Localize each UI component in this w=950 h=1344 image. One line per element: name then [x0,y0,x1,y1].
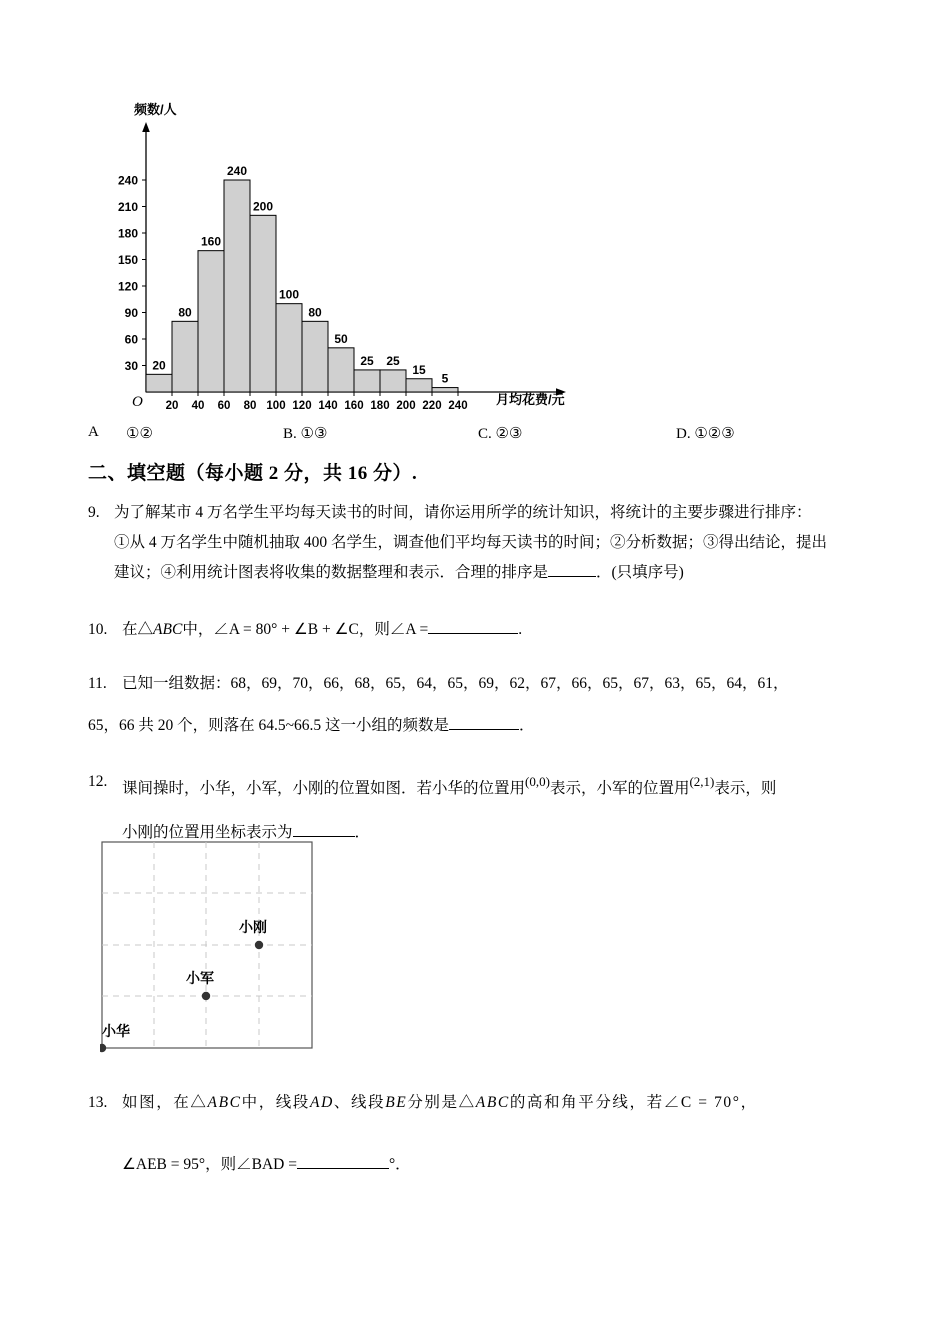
q11-answer-blank[interactable] [449,714,519,730]
q9-line-1: 为了解某市 4 万名学生平均每天读书的时间，请你运用所学的统计知识，将统计的主要步骤进行排序： [114,504,812,521]
label-xiaojun: 小军 [186,970,214,986]
q12-coordinate-1: (0,0) [525,774,550,789]
q13-abc-2: ABC [475,1094,510,1111]
svg-text:150: 150 [117,253,138,267]
svg-text:160: 160 [200,234,222,249]
q13-angle-c: ∠C = 70° [663,1094,741,1111]
svg-text:25: 25 [386,353,400,368]
q9-answer-blank[interactable] [548,561,596,577]
q13-answer-blank[interactable] [297,1153,389,1169]
q13-line-1a: 如图，在 [122,1094,191,1111]
q9-line-3 [114,558,878,588]
choice-a-value[interactable]: ①② [126,426,153,442]
q11-line-1: 已知一组数据：68，69，70，66，68，65，64，65，69，62，67，66，65，67，63，65，64，61， [122,675,789,692]
bar-group [146,180,458,392]
q13-angle-bad: ∠BAD = [236,1156,297,1173]
q11-line-2a: 65，66 共 20 个，则落在 64.5~66.5 这一小组的频数是 [88,717,450,734]
svg-text:80: 80 [178,305,192,320]
q11-line-2b: ． [519,717,535,734]
y-axis-arrow [142,122,150,132]
label-xiaohua: 小华 [102,1023,130,1039]
svg-text:120: 120 [117,279,138,294]
histogram-svg [88,100,608,410]
svg-text:180: 180 [117,226,138,241]
q13-number: 13. [88,1094,108,1111]
q12-line-1c: 表示，则 [714,780,777,798]
position-grid-figure [100,840,320,1060]
x-tick-group [166,392,468,410]
svg-text:210: 210 [117,200,138,214]
svg-text:140: 140 [318,400,338,410]
q10-number: 10. [88,621,108,638]
svg-text:200: 200 [252,199,274,214]
q12-line-1b: 表示，小军的位置用 [549,780,690,798]
section-heading: 二、填空题（每小题 2 分，共 16 分）. [88,463,418,484]
svg-text:240: 240 [117,173,138,188]
svg-text:50: 50 [334,331,348,346]
q12-coordinate-2: (2,1) [689,774,715,789]
svg-text:20: 20 [165,400,179,410]
q10-abc: ABC [153,621,183,638]
origin-label: O [132,394,143,410]
q13-line-2 [122,1140,888,1190]
svg-text:240: 240 [226,164,248,178]
q12-number: 12. [88,773,108,790]
frequency-histogram [88,100,608,410]
q13-line-1e: 的高和角平分线，若 [509,1094,664,1111]
q13-line-1c: 、线段 [333,1094,386,1111]
q10-equation: ∠A = 80° + ∠B + ∠C [213,621,359,638]
label-xiaogang: 小刚 [239,919,267,935]
q10-answer-blank[interactable] [428,618,518,634]
svg-text:25: 25 [360,353,374,368]
svg-text:200: 200 [396,400,416,410]
svg-text:90: 90 [124,306,138,320]
q13-segment-be: BE [385,1094,408,1111]
svg-text:5: 5 [441,371,449,386]
q10-triangle-symbol: △ [137,621,154,638]
svg-text:240: 240 [448,400,468,410]
q13-line-1 [122,1078,888,1128]
q13-line-1b: 中，线段 [241,1094,310,1111]
choice-a-letter[interactable]: A [88,424,99,440]
q13-triangle-symbol-2: △ [458,1094,476,1111]
choice-d[interactable]: D. ①②③ [676,426,735,442]
q13-abc-1: ABC [207,1094,242,1111]
q10-period: . [518,621,523,638]
q12-line-1a: 课间操时，小华，小军，小刚的位置如图．若小华的位置用 [122,780,526,798]
svg-text:20: 20 [152,358,166,373]
question-13 [88,1078,888,1190]
q9-line-3b: ．(只填序号) [596,564,684,581]
q10-text-c: ，则 [358,621,390,638]
svg-text:100: 100 [266,400,286,410]
svg-text:60: 60 [124,332,138,347]
svg-text:15: 15 [412,362,426,377]
q12-line-1 [122,760,888,811]
svg-text:120: 120 [292,400,312,410]
choice-b[interactable]: B. ①③ [283,426,328,442]
q9-line-3a: 建议；④利用统计图表将收集的数据整理和表示．合理的排序是 [114,564,549,581]
svg-text:30: 30 [124,359,138,373]
position-grid-svg [100,840,320,1055]
q12-line-2a: 小刚的位置用坐标表示为 [122,824,293,842]
svg-text:100: 100 [278,287,300,302]
q13-triangle-symbol-1: △ [190,1094,208,1111]
q10-text-a: 在 [122,621,138,638]
question-11 [88,663,878,747]
q13-degree: °． [388,1156,411,1173]
q13-line-1d: 分别是 [407,1094,459,1111]
q10-equation-2: ∠A = [389,621,429,638]
x-axis-title: 月均花费/元 [496,392,565,407]
svg-text:160: 160 [344,400,364,410]
point-xiaojun [202,992,210,1000]
point-xiaogang [255,941,263,949]
q12-answer-blank[interactable] [293,821,355,837]
q9-line-2: ①从 4 万名学生中随机抽取 400 名学生，调查他们平均每天读书的时间；②分析数据；③得出结论，提出 [114,534,828,551]
svg-text:40: 40 [191,400,205,410]
q13-line-2b: ，则 [205,1156,237,1173]
q13-angle-aeb: ∠AEB = 95° [122,1156,206,1173]
question-9 [88,498,878,588]
y-tick-group [118,174,146,374]
q9-number: 9. [88,504,100,521]
q12-line-2b: ． [354,824,371,842]
q11-line-2 [88,705,878,747]
choice-c[interactable]: C. ②③ [478,426,523,442]
q10-text-b: 中， [182,621,214,638]
svg-text:80: 80 [243,400,257,410]
svg-text:180: 180 [370,400,390,410]
question-10 [88,615,878,645]
q13-comma: ， [740,1094,758,1111]
svg-text:80: 80 [308,305,322,320]
q11-number: 11. [88,675,107,692]
q13-segment-ad: AD [310,1094,334,1111]
q10-text [122,615,878,645]
svg-text:60: 60 [217,400,231,410]
y-axis-title: 频数/人 [134,102,177,117]
svg-text:220: 220 [422,400,442,410]
